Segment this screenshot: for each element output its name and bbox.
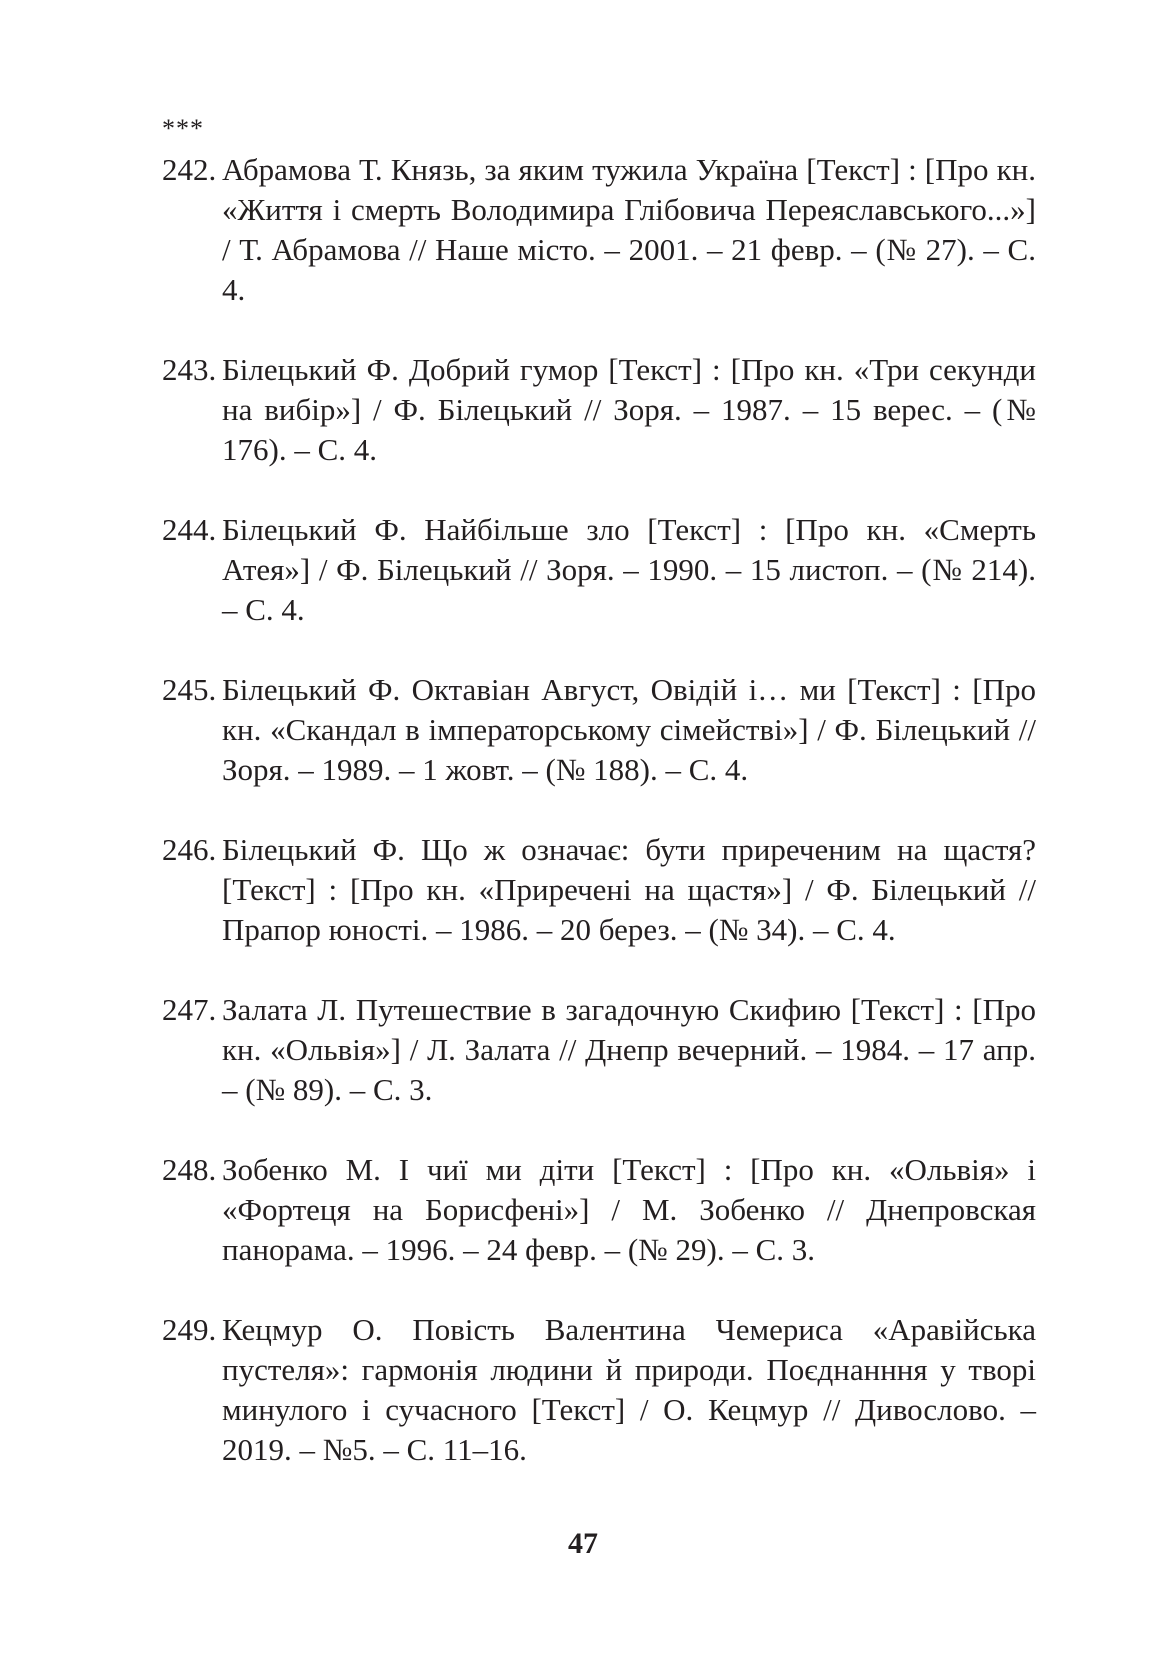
entry-number: 243. xyxy=(162,352,217,387)
bibliography-list xyxy=(162,150,1036,1510)
entry-text: Білецький Ф. Октавіан Август, Овідій і… ми [Текст] : [Про кн. «Скандал в імператорському сімействі»] / Ф. Білецький // Зоря. – 1989. – 1 жовт. – (№ 188). – С. 4. xyxy=(222,672,1036,787)
entry-number: 245. xyxy=(162,672,217,707)
entry-text: Білецький Ф. Найбільше зло [Текст] : [Про кн. «Смерть Атея»] / Ф. Білецький // Зоря. – 1990. – 15 листоп. – (№ 214). – С. 4. xyxy=(222,512,1036,627)
bibliography-entry-245 xyxy=(162,670,1036,790)
entry-text: Білецький Ф. Що ж означає: бути приреченим на щастя? [Текст] : [Про кн. «Приречені на щастя»] / Ф. Білецький // Прапор юності. – 1986. – 20 берез. – (№ 34). – С. 4. xyxy=(222,832,1036,947)
entry-text: Абрамова Т. Князь, за яким тужила Україна [Текст] : [Про кн. «Життя і смерть Володимира Глібовича Переяславського...»] / Т. Абрамова // Наше місто. – 2001. – 21 февр. – (№ 27). – С. 4. xyxy=(222,152,1036,307)
bibliography-entry-247 xyxy=(162,990,1036,1110)
bibliography-entry-248 xyxy=(162,1150,1036,1270)
bibliography-entry-242 xyxy=(162,150,1036,310)
entry-text: Залата Л. Путешествие в загадочную Скифию [Текст] : [Про кн. «Ольвія»] / Л. Залата // Днепр вечерний. – 1984. – 17 апр. – (№ 89). – С. 3. xyxy=(222,992,1036,1107)
bibliography-entry-243 xyxy=(162,350,1036,470)
entry-text: Зобенко М. І чиї ми діти [Текст] : [Про кн. «Ольвія» і «Фортеця на Борисфені»] / М. Зобенко // Днепровская панорама. – 1996. – 24 февр. – (№ 29). – С. 3. xyxy=(222,1152,1036,1267)
bibliography-entry-246 xyxy=(162,830,1036,950)
bibliography-entry-249 xyxy=(162,1310,1036,1470)
entry-text: Білецький Ф. Добрий гумор [Текст] : [Про кн. «Три секунди на вибір»] / Ф. Білецький // Зоря. – 1987. – 15 верес. – (№ 176). – С. 4. xyxy=(222,352,1036,467)
entry-text: Кецмур О. Повість Валентина Чемериса «Аравійська пустеля»: гармонія людини й природи. Поєднанння у творі минулого і сучасного [Текст] / О. Кецмур // Дивослово. – 2019. – №5. – С. 11–16. xyxy=(222,1312,1036,1467)
entry-number: 248. xyxy=(162,1152,217,1187)
bibliography-entry-244 xyxy=(162,510,1036,630)
entry-number: 246. xyxy=(162,832,217,867)
section-separator: *** xyxy=(162,114,204,143)
entry-number: 249. xyxy=(162,1312,217,1347)
entry-number: 244. xyxy=(162,512,217,547)
page-number: 47 xyxy=(568,1527,598,1560)
entry-number: 247. xyxy=(162,992,217,1027)
entry-number: 242. xyxy=(162,152,217,187)
